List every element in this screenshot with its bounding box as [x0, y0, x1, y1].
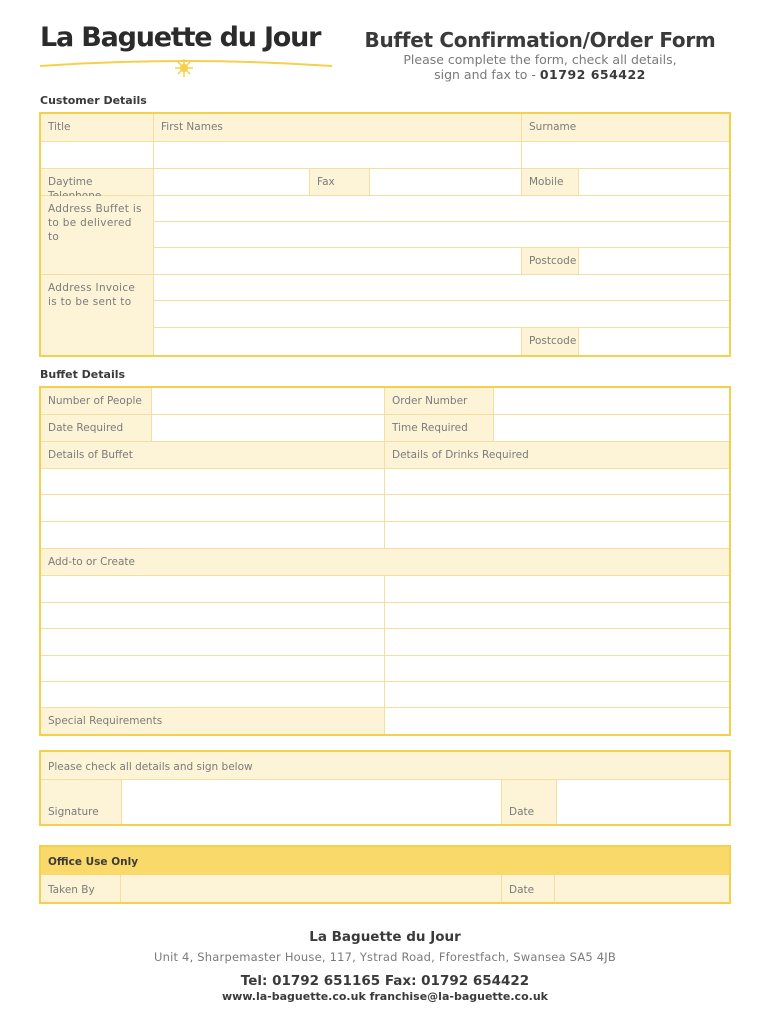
- delivery-address-line-3[interactable]: [154, 248, 522, 275]
- addto-line-4-right[interactable]: [385, 656, 729, 682]
- buffet-details-box: [39, 386, 731, 736]
- addto-line-2-right[interactable]: [385, 603, 729, 629]
- invoice-address-line-3[interactable]: [154, 328, 522, 355]
- office-use-box: [39, 845, 731, 904]
- title-field[interactable]: [41, 142, 154, 169]
- form-instructions: Please complete the form, check all details, sign and fax to - 01792 654422: [403, 52, 677, 82]
- addto-line-2-left[interactable]: [41, 603, 385, 629]
- signature-date-label: Date: [502, 780, 557, 824]
- invoice-address-label: Address Invoice is to be sent to: [41, 275, 154, 355]
- buffet-details-heading: Buffet Details: [40, 368, 126, 381]
- footer-contact-numbers: Tel: 01792 651165 Fax: 01792 654422: [240, 973, 530, 989]
- surname-label: Surname: [522, 114, 729, 142]
- company-logo: La Baguette du Jour: [40, 22, 321, 53]
- invoice-address-line-1[interactable]: [154, 275, 729, 301]
- invoice-address-line-2[interactable]: [154, 301, 729, 328]
- date-required-field[interactable]: [152, 415, 385, 442]
- customer-details-box: [39, 112, 731, 357]
- special-requirements-field[interactable]: [385, 708, 729, 734]
- footer-company-name: La Baguette du Jour: [309, 929, 461, 945]
- drinks-details-line-1[interactable]: [385, 469, 729, 495]
- fax-field[interactable]: [370, 169, 522, 196]
- first-names-label: First Names: [154, 114, 522, 142]
- addto-line-3-left[interactable]: [41, 629, 385, 656]
- addto-line-1-left[interactable]: [41, 576, 385, 603]
- addto-line-4-left[interactable]: [41, 656, 385, 682]
- mobile-field[interactable]: [579, 169, 729, 196]
- addto-line-5-left[interactable]: [41, 682, 385, 708]
- signature-label: Signature: [41, 780, 122, 824]
- buffet-details-line-1[interactable]: [41, 469, 385, 495]
- date-required-label: Date Required: [41, 415, 152, 442]
- time-required-field[interactable]: [494, 415, 729, 442]
- footer-address: Unit 4, Sharpemaster House, 117, Ystrad Road, Fforestfach, Swansea SA5 4JB: [153, 950, 616, 964]
- signature-date-field[interactable]: [557, 780, 729, 824]
- footer-web-email[interactable]: www.la-baguette.co.uk franchise@la-baguette.co.uk: [222, 990, 548, 1003]
- special-requirements-label: Special Requirements: [41, 708, 385, 734]
- details-of-buffet-label: Details of Buffet: [41, 442, 385, 469]
- delivery-address-line-1[interactable]: [154, 196, 729, 222]
- delivery-address-line-2[interactable]: [154, 222, 729, 248]
- sun-icon: [38, 58, 334, 80]
- addto-line-3-right[interactable]: [385, 629, 729, 656]
- check-details-instruction: Please check all details and sign below: [41, 752, 729, 780]
- number-of-people-label: Number of People: [41, 388, 152, 415]
- invoice-postcode-field[interactable]: [579, 328, 729, 355]
- office-date-label: Date: [501, 875, 555, 902]
- number-of-people-field[interactable]: [152, 388, 385, 415]
- buffet-details-line-3[interactable]: [41, 522, 385, 549]
- office-use-heading: Office Use Only: [41, 847, 729, 875]
- drinks-details-line-2[interactable]: [385, 495, 729, 522]
- invoice-postcode-label: Postcode: [522, 328, 579, 355]
- daytime-telephone-field[interactable]: [154, 169, 310, 196]
- form-title: Buffet Confirmation/Order Form: [364, 28, 716, 52]
- delivery-postcode-field[interactable]: [579, 248, 729, 275]
- first-names-field[interactable]: [154, 142, 522, 169]
- taken-by-field[interactable]: [121, 875, 501, 902]
- drinks-details-line-3[interactable]: [385, 522, 729, 549]
- fax-label: Fax: [310, 169, 370, 196]
- add-to-or-create-label: Add-to or Create: [41, 549, 729, 576]
- delivery-address-label: Address Buffet is to be delivered to: [41, 196, 154, 275]
- signature-field[interactable]: [122, 780, 502, 824]
- buffet-details-line-2[interactable]: [41, 495, 385, 522]
- signature-box: [39, 750, 731, 826]
- surname-field[interactable]: [522, 142, 729, 169]
- order-number-label: Order Number: [385, 388, 494, 415]
- title-label: Title: [41, 114, 154, 142]
- mobile-label: Mobile: [522, 169, 579, 196]
- taken-by-label: Taken By: [41, 875, 121, 902]
- details-of-drinks-label: Details of Drinks Required: [385, 442, 729, 469]
- order-number-field[interactable]: [494, 388, 729, 415]
- office-date-field[interactable]: [555, 875, 729, 902]
- fax-number: 01792 654422: [539, 67, 646, 82]
- addto-line-1-right[interactable]: [385, 576, 729, 603]
- daytime-telephone-label: Daytime: [41, 169, 154, 196]
- customer-details-heading: Customer Details: [40, 94, 147, 107]
- time-required-label: Time Required: [385, 415, 494, 442]
- addto-line-5-right[interactable]: [385, 682, 729, 708]
- delivery-postcode-label: Postcode: [522, 248, 579, 275]
